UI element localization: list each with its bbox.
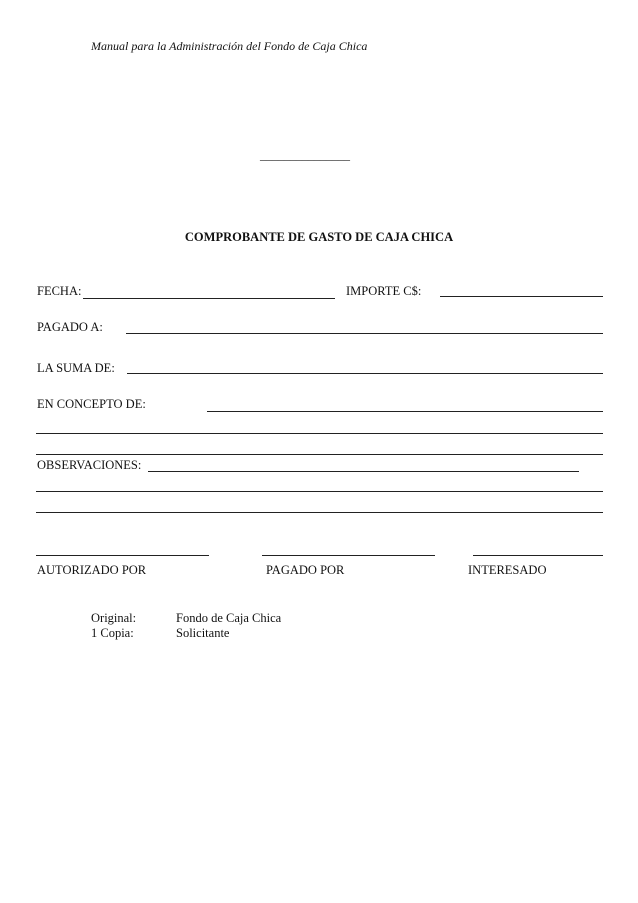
form-title: COMPROBANTE DE GASTO DE CAJA CHICA <box>184 230 454 244</box>
observaciones-line-2[interactable] <box>36 491 603 492</box>
pagado-a-line[interactable] <box>126 333 603 334</box>
concepto-line[interactable] <box>207 411 603 412</box>
pagado-signature-line[interactable] <box>262 555 435 556</box>
importe-label: IMPORTE C$: <box>346 284 422 298</box>
la-suma-label: LA SUMA DE: <box>37 361 115 375</box>
fecha-line[interactable] <box>83 298 335 299</box>
concepto-line-3[interactable] <box>36 454 603 455</box>
voucher-number-blank: _______________ <box>260 148 350 162</box>
interesado-label: INTERESADO <box>468 563 547 577</box>
copy-label-1: 1 Copia: <box>91 626 134 640</box>
autorizado-signature-line[interactable] <box>36 555 209 556</box>
pagado-a-label: PAGADO A: <box>37 320 103 334</box>
concepto-line-2[interactable] <box>36 433 603 434</box>
copy-value-1: Solicitante <box>176 626 230 640</box>
copy-label-original: Original: <box>91 611 137 625</box>
fecha-label: FECHA: <box>37 284 82 298</box>
importe-line[interactable] <box>440 296 603 297</box>
observaciones-line[interactable] <box>148 471 579 472</box>
page-header: Manual para la Administración del Fondo de Caja Chica <box>91 39 368 53</box>
concepto-label: EN CONCEPTO DE: <box>37 397 146 411</box>
interesado-signature-line[interactable] <box>473 555 603 556</box>
la-suma-line[interactable] <box>127 373 603 374</box>
observaciones-line-3[interactable] <box>36 512 603 513</box>
pagado-label: PAGADO POR <box>266 563 345 577</box>
observaciones-label: OBSERVACIONES: <box>37 458 142 472</box>
autorizado-label: AUTORIZADO POR <box>37 563 147 577</box>
copy-value-original: Fondo de Caja Chica <box>176 611 282 625</box>
